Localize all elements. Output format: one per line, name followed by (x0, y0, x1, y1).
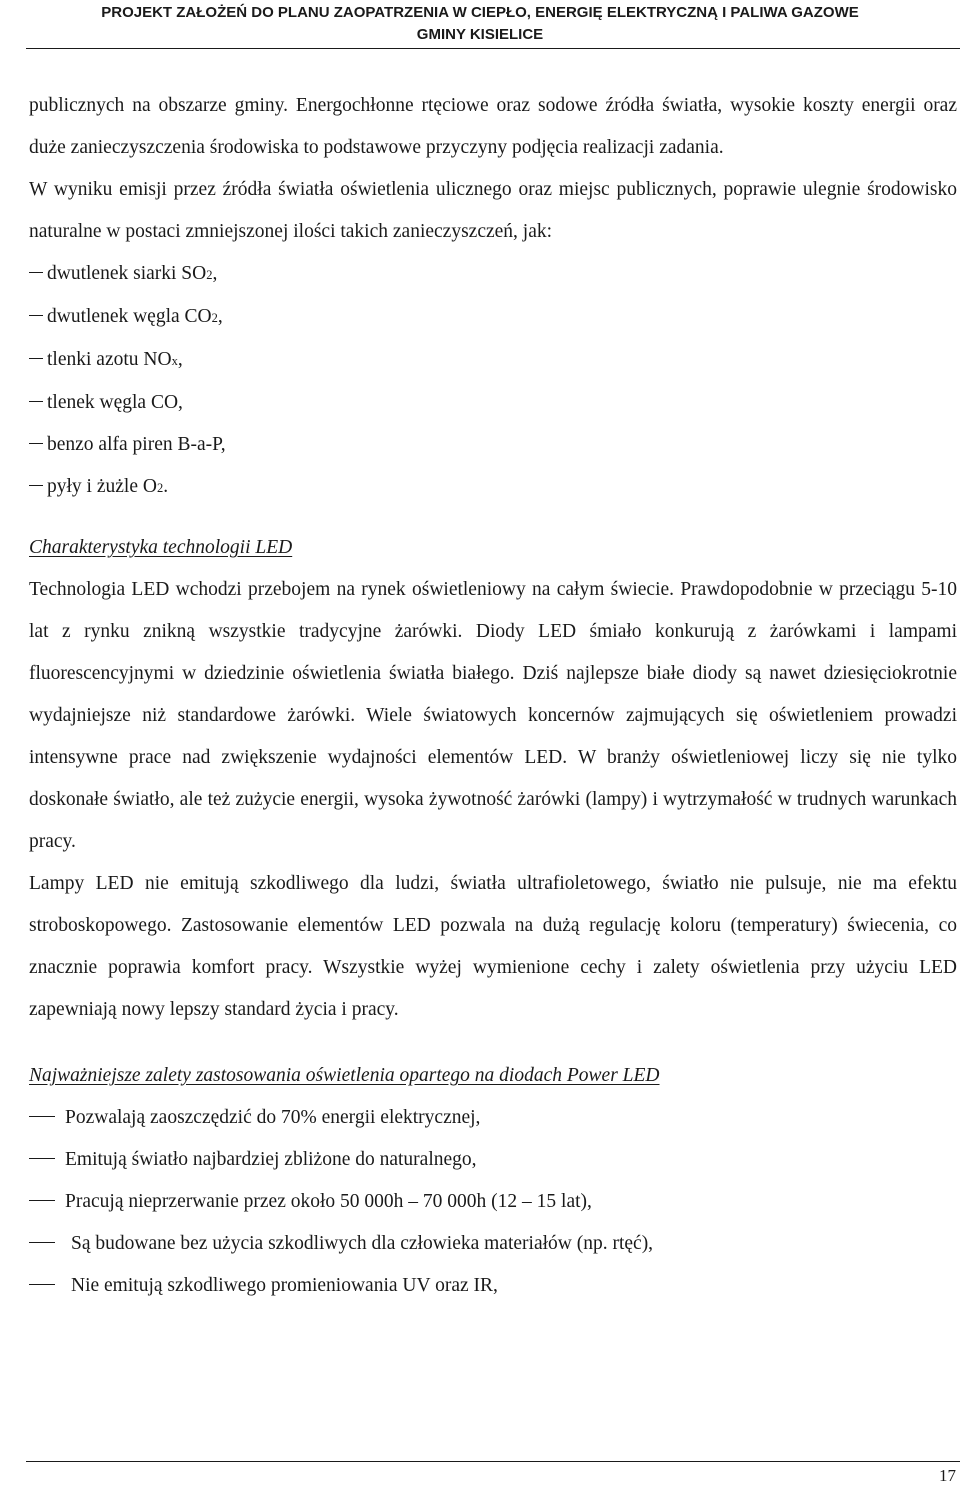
advantages-heading: Najważniejsze zalety zastosowania oświetlenia opartego na diodach Power LED (29, 1065, 660, 1086)
dash-marker (29, 358, 43, 359)
list-item: Emitują światło najbardziej zbliżone do naturalnego, (29, 1139, 957, 1181)
list-item: dwutlenek węgla CO2, (29, 296, 957, 339)
dash-marker (29, 1200, 55, 1201)
dash-marker (29, 315, 43, 316)
list-item: benzo alfa piren B-a-P, (29, 424, 957, 466)
dash-marker (29, 1116, 55, 1117)
list-item: Nie emitują szkodliwego promieniowania UV oraz IR, (29, 1265, 957, 1307)
led-paragraph-1: Technologia LED wchodzi przebojem na rynek oświetleniowy na całym świecie. Prawdopodobnie w przeciągu 5-10 lat z rynku znikną wszystkie tradycyjne żarówki. Diody LED śmiało konkurują z żarówkami i lampami fluorescencyjnymi w dziedzinie oświetlenia światła białego. Dziś najlepsze białe diody są nawet dziesięciokrotnie wydajniejsze niż standardowe żarówki. Wiele światowych koncernów zajmujących się oświetleniem prowadzi intensywne prace nad zwiększenie wydajności elementów LED. W branży oświetleniowej liczy się nie tylko doskonałe światło, ale też zużycie energii, wysoka żywotność żarówki (lampy) i wytrzymałość w trudnych warunkach pracy. (29, 579, 957, 852)
header-title-line1: PROJEKT ZAŁOŻEŃ DO PLANU ZAOPATRZENIA W CIEPŁO, ENERGIĘ ELEKTRYCZNĄ I PALIWA GAZOWE (101, 4, 859, 21)
dash-marker (29, 1158, 55, 1159)
led-section-heading: Charakterystyka technologii LED (29, 537, 293, 558)
list-item: Pozwalają zaoszczędzić do 70% energii elektrycznej, (29, 1097, 957, 1139)
footer-divider (26, 1461, 960, 1462)
advantages-list (29, 1097, 957, 1307)
page-number: 17 (939, 1466, 956, 1485)
list-item: tlenki azotu NOx, (29, 339, 957, 382)
header-divider (26, 48, 960, 49)
pollutant-list (29, 253, 957, 509)
dash-marker (29, 1242, 55, 1243)
dash-marker (29, 485, 43, 486)
list-item: pyły i żużle O2. (29, 466, 957, 509)
page-header (0, 2, 960, 46)
dash-marker (29, 401, 43, 402)
emission-paragraph: W wyniku emisji przez źródła światła oświetlenia ulicznego oraz miejsc publicznych, poprawie ulegnie środowisko naturalne w postaci zmniejszonej ilości takich zanieczyszczeń, jak: (29, 179, 957, 242)
document-body (29, 85, 957, 1307)
dash-marker (29, 443, 43, 444)
list-item: tlenek węgla CO, (29, 382, 957, 424)
intro-paragraph: publicznych na obszarze gminy. Energochłonne rtęciowe oraz sodowe źródła światła, wysokie koszty energii oraz duże zanieczyszczenia środowiska to podstawowe przyczyny podjęcia realizacji zadania. (29, 95, 957, 158)
led-paragraph-2: Lampy LED nie emitują szkodliwego dla ludzi, światła ultrafioletowego, światło nie pulsuje, nie ma efektu stroboskopowego. Zastosowanie elementów LED pozwala na dużą regulację koloru (temperatury) świecenia, co znacznie poprawia komfort pracy. Wszystkie wyżej wymienione cechy i zalety oświetlenia przy użyciu LED zapewniają nowy lepszy standard życia i pracy. (29, 873, 957, 1020)
list-item: Pracują nieprzerwanie przez około 50 000h – 70 000h (12 – 15 lat), (29, 1181, 957, 1223)
dash-marker (29, 272, 43, 273)
list-item: Są budowane bez użycia szkodliwych dla człowieka materiałów (np. rtęć), (29, 1223, 957, 1265)
header-title-line2: GMINY KISIELICE (416, 26, 544, 43)
dash-marker (29, 1284, 55, 1285)
list-item: dwutlenek siarki SO2, (29, 253, 957, 296)
